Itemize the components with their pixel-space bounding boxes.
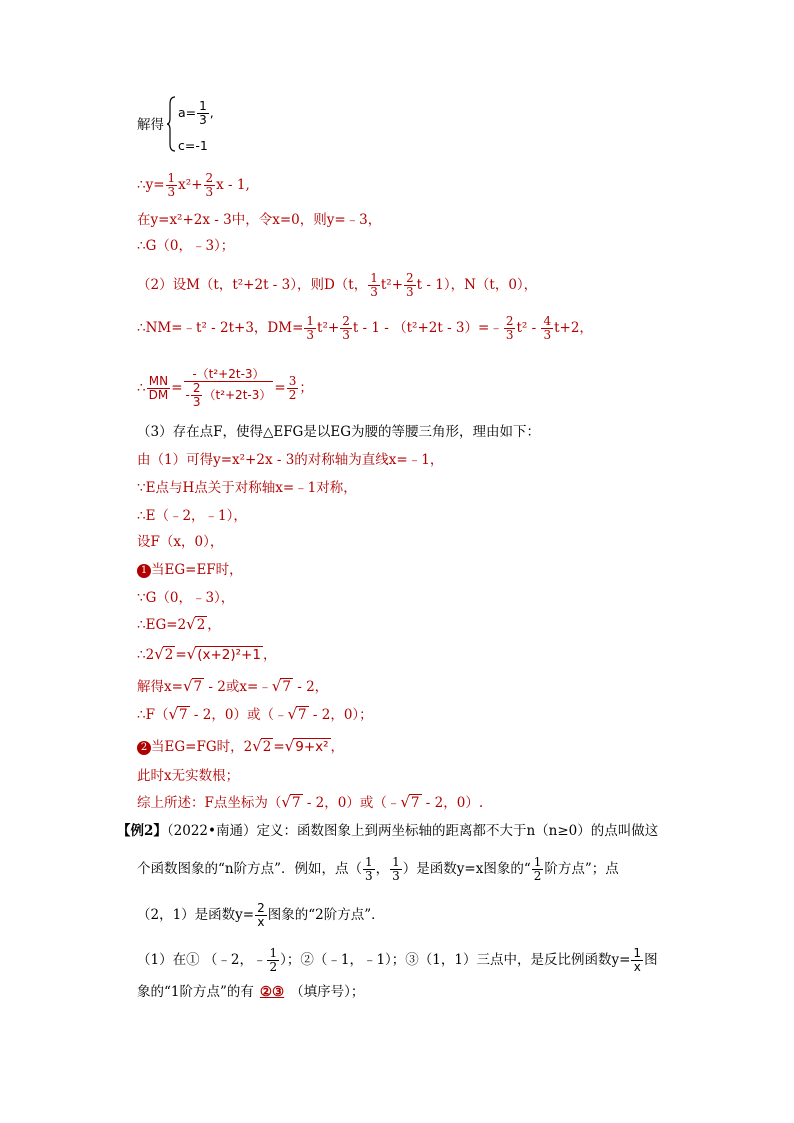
text-line: （3）存在点F，使得△EFG是以EG为腰的等腰三角形，理由如下： [137, 424, 540, 440]
text-line: ∴2√2 =√(x+2)²+1 ， [137, 645, 277, 663]
circled-number: 1 [137, 564, 151, 578]
text-line: ∴E（﹣2，﹣1）， [137, 508, 247, 524]
left-brace [166, 96, 176, 152]
text-line: ∵G（0，﹣3）， [137, 590, 235, 606]
text-line: ∴NM=﹣t² - 2t+3，DM= $\frac{1}{3}$ t²+ $\frac{2}{3}$ t - 1 - （t²+2t - 3）=﹣ $\frac{2}{3}$ t² - $\frac{4}{3}$ t+2， [137, 314, 593, 342]
system-eq2: c=-1 [178, 138, 208, 153]
example-tag: 【例2】 [117, 823, 167, 839]
ratio-equation: ∴ $\frac{MN}{DM}$ = -（t²+2t-3） - $\frac{2}{3}$ （t²+2t-3） = $\frac{3}{2}$ ； [137, 367, 313, 409]
question-1: （1）在① （﹣2，﹣ $\frac{1}{2}$ ）；②（﹣1，﹣1）；③（1，1）三点中，是反比例函数y= $\frac{1}{x}$ 图 [137, 946, 658, 974]
text-line: 在y=x²+2x - 3中，令x=0，则y=﹣3， [137, 212, 382, 228]
example-text: 个函数图象的“n阶方点”．例如，点（ $\frac{1}{3}$ ， $\frac{1}{3}$ ）是函数y=x图象的“ $\frac{1}{2}$ 阶方点”；点 [137, 855, 619, 883]
example-text: （2，1）是函数y= $\frac{2}{x}$ 图象的“2阶方点”． [137, 901, 385, 929]
text-line: 由（1）可得y=x²+2x - 3的对称轴为直线x=﹣1， [137, 452, 444, 468]
text-line: 设F（x，0）， [137, 534, 224, 550]
text-line: 解得x=√7 - 2或x=﹣√7 - 2， [137, 677, 329, 695]
text-line: ∴F（√7 - 2，0）或（﹣√7 - 2，0）； [137, 705, 373, 723]
text-line: 2 当EG=FG时，2√2 =√9+x² ， [137, 738, 344, 755]
circled-number: 2 [137, 741, 151, 755]
question-1-cont: 象的“1阶方点”的有 ②③ （填序号）； [137, 984, 365, 1000]
example-heading: 【例2】（2022•南通）定义：函数图象上到两坐标轴的距离都不大于n（n≥0）的点叫做这 [117, 823, 659, 839]
conclusion-line: 综上所述：F点坐标为（√7 - 2，0）或（﹣√7 - 2，0）. [137, 793, 484, 811]
text-line: （2）设M（t，t²+2t - 3），则D（t， $\frac{1}{3}$ t²+ $\frac{2}{3}$ t - 1），N（t，0）， [137, 271, 538, 299]
text-line: 1 当EG=EF时， [137, 562, 243, 578]
equation-y: ∴y= $\frac{1}{3}$ x²+ $\frac{2}{3}$ x - 1, [137, 171, 250, 199]
answer-blank: ②③ [259, 984, 285, 1000]
text-line: ∴G（0，﹣3）； [137, 238, 235, 254]
text-line: ∴EG=2√2 ， [137, 615, 221, 633]
text-line: 此时x无实数根； [137, 768, 240, 784]
solve-label: 解得 [137, 117, 164, 133]
system-eq1: a= $\frac{1}{3}$ , [178, 99, 214, 127]
text-line: ∵E点与H点关于对称轴x=﹣1对称， [137, 480, 357, 496]
